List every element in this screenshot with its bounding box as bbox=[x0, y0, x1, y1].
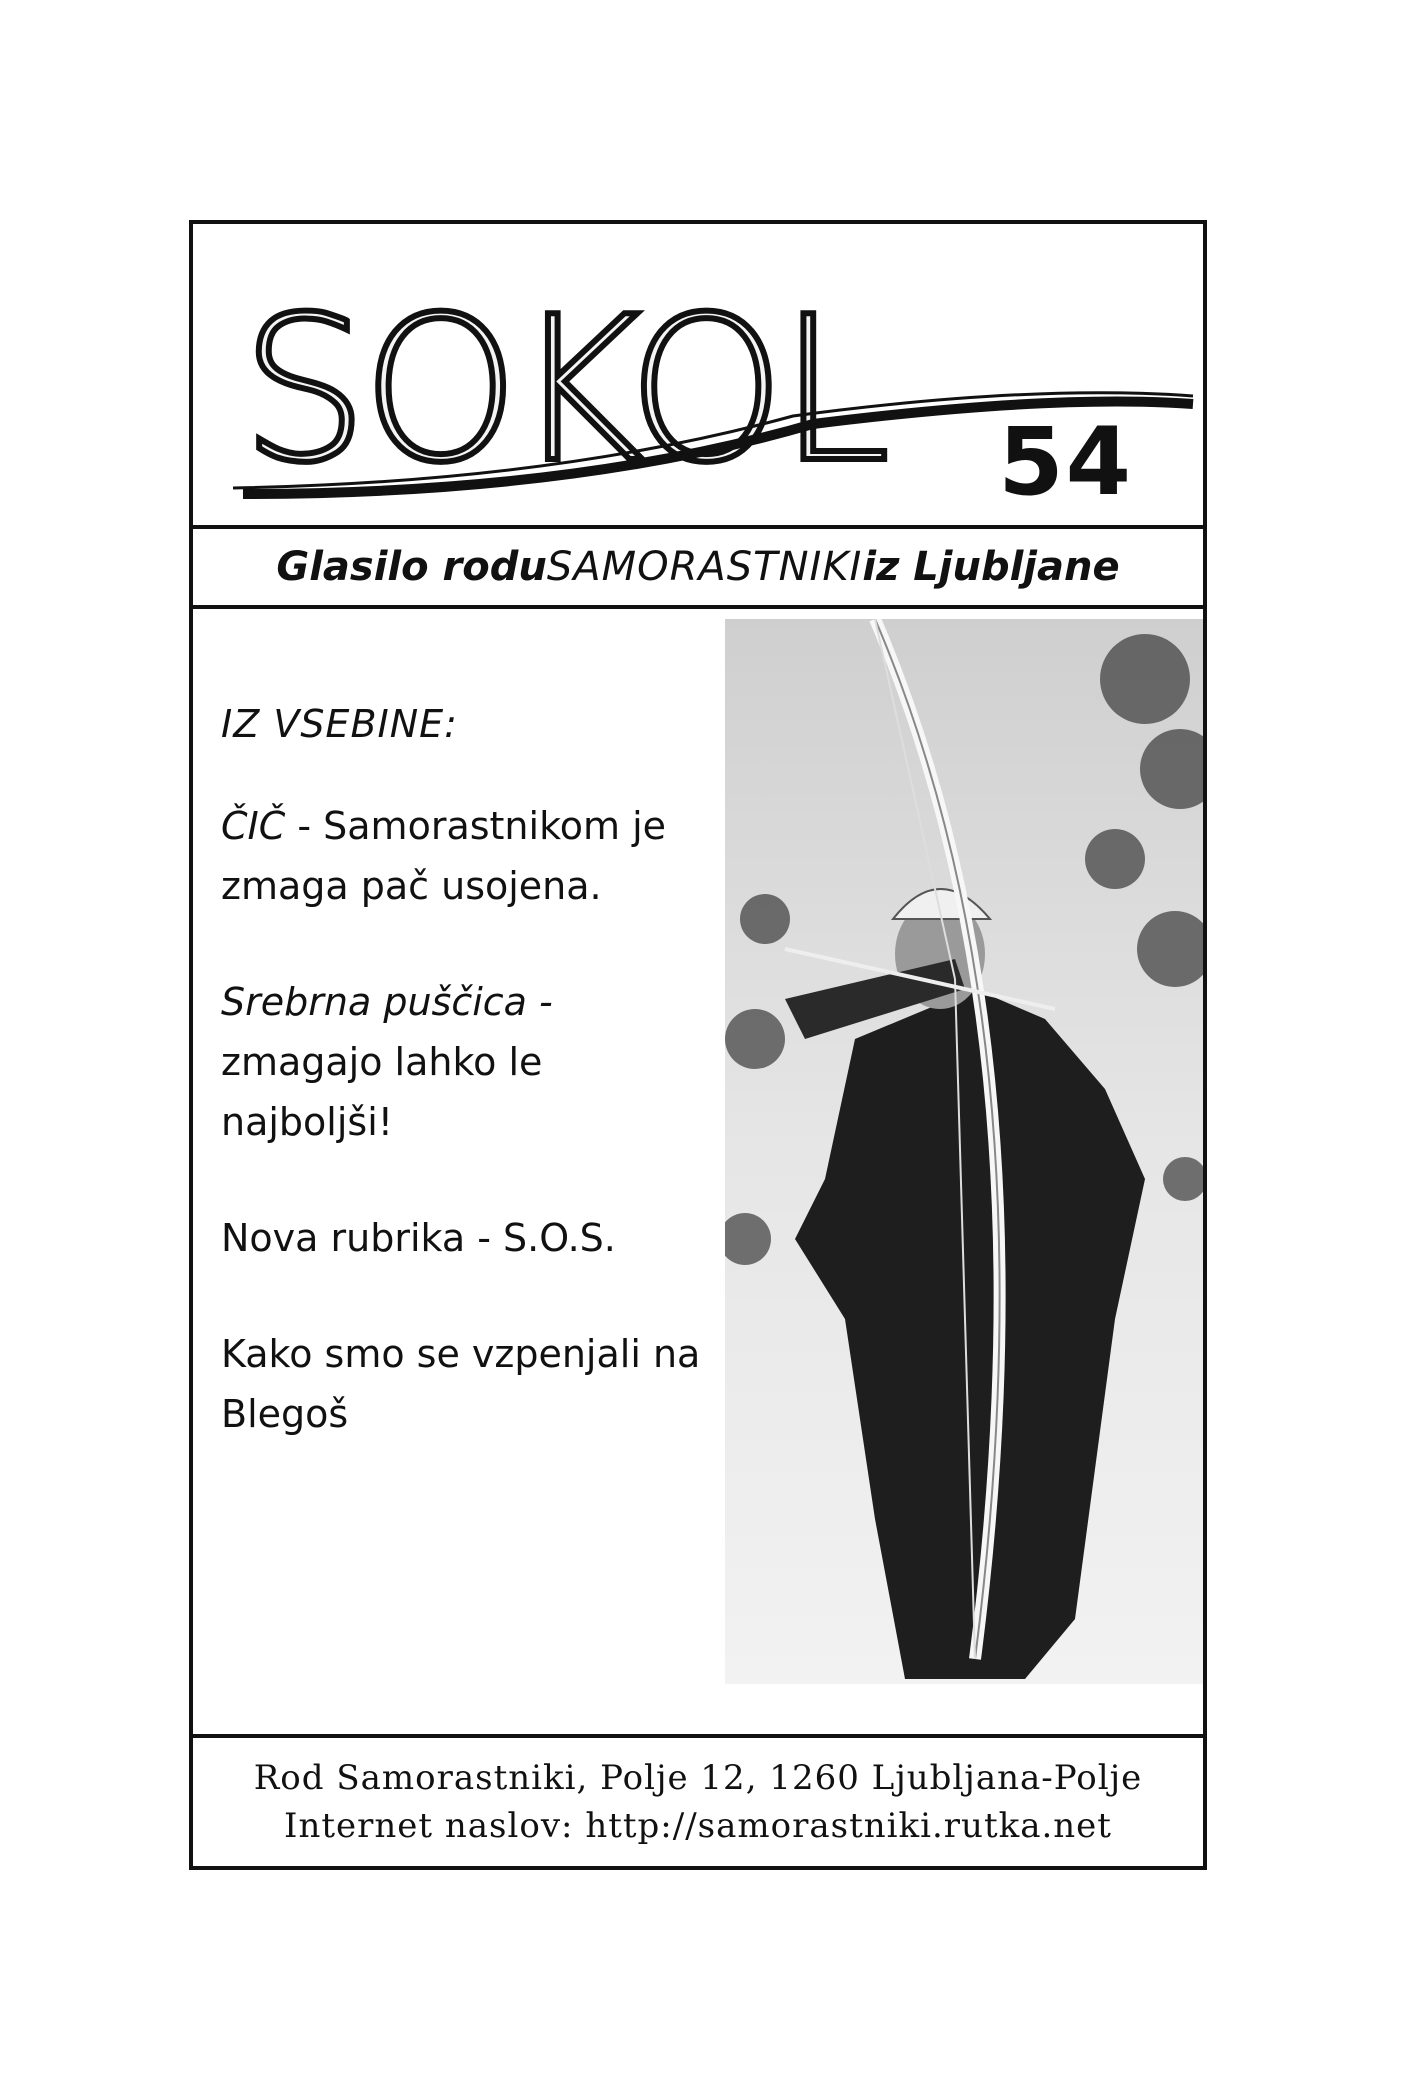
subtitle-prefix: Glasilo rodu bbox=[276, 544, 547, 590]
toc-item-text: zmagajo lahko le najboljši! bbox=[221, 1040, 543, 1144]
archer-illustration bbox=[725, 619, 1203, 1684]
toc-item bbox=[221, 972, 711, 1152]
subtitle bbox=[193, 529, 1203, 609]
issue-number: 54 bbox=[998, 408, 1133, 517]
toc-item bbox=[221, 1208, 711, 1268]
toc-item-text: Kako smo se vzpenjali na Blegoš bbox=[221, 1332, 701, 1436]
toc-item bbox=[221, 1324, 711, 1444]
toc-item-lead: Srebrna puščica - bbox=[221, 980, 553, 1024]
footer-address: Rod Samorastniki, Polje 12, 1260 Ljubljana-Polje bbox=[253, 1758, 1143, 1798]
table-of-contents bbox=[221, 694, 711, 1500]
footer bbox=[193, 1734, 1203, 1866]
subtitle-org: SAMORASTNIKI bbox=[546, 544, 863, 590]
cover-page bbox=[189, 220, 1207, 1870]
toc-item bbox=[221, 796, 711, 916]
toc-heading: IZ VSEBINE: bbox=[221, 702, 458, 746]
footer-internet: Internet naslov: http://samorastniki.rutka.net bbox=[284, 1806, 1112, 1846]
archer-photo bbox=[725, 619, 1203, 1684]
toc-item-text: - Samorastnikom je zmaga pač usojena. bbox=[221, 804, 667, 908]
logo-text: SOKOL bbox=[241, 274, 885, 507]
subtitle-suffix: iz Ljubljane bbox=[862, 544, 1120, 590]
masthead bbox=[193, 224, 1203, 529]
toc-item-text: Nova rubrika - S.O.S. bbox=[221, 1216, 616, 1260]
toc-item-lead: ČIČ bbox=[221, 804, 286, 848]
